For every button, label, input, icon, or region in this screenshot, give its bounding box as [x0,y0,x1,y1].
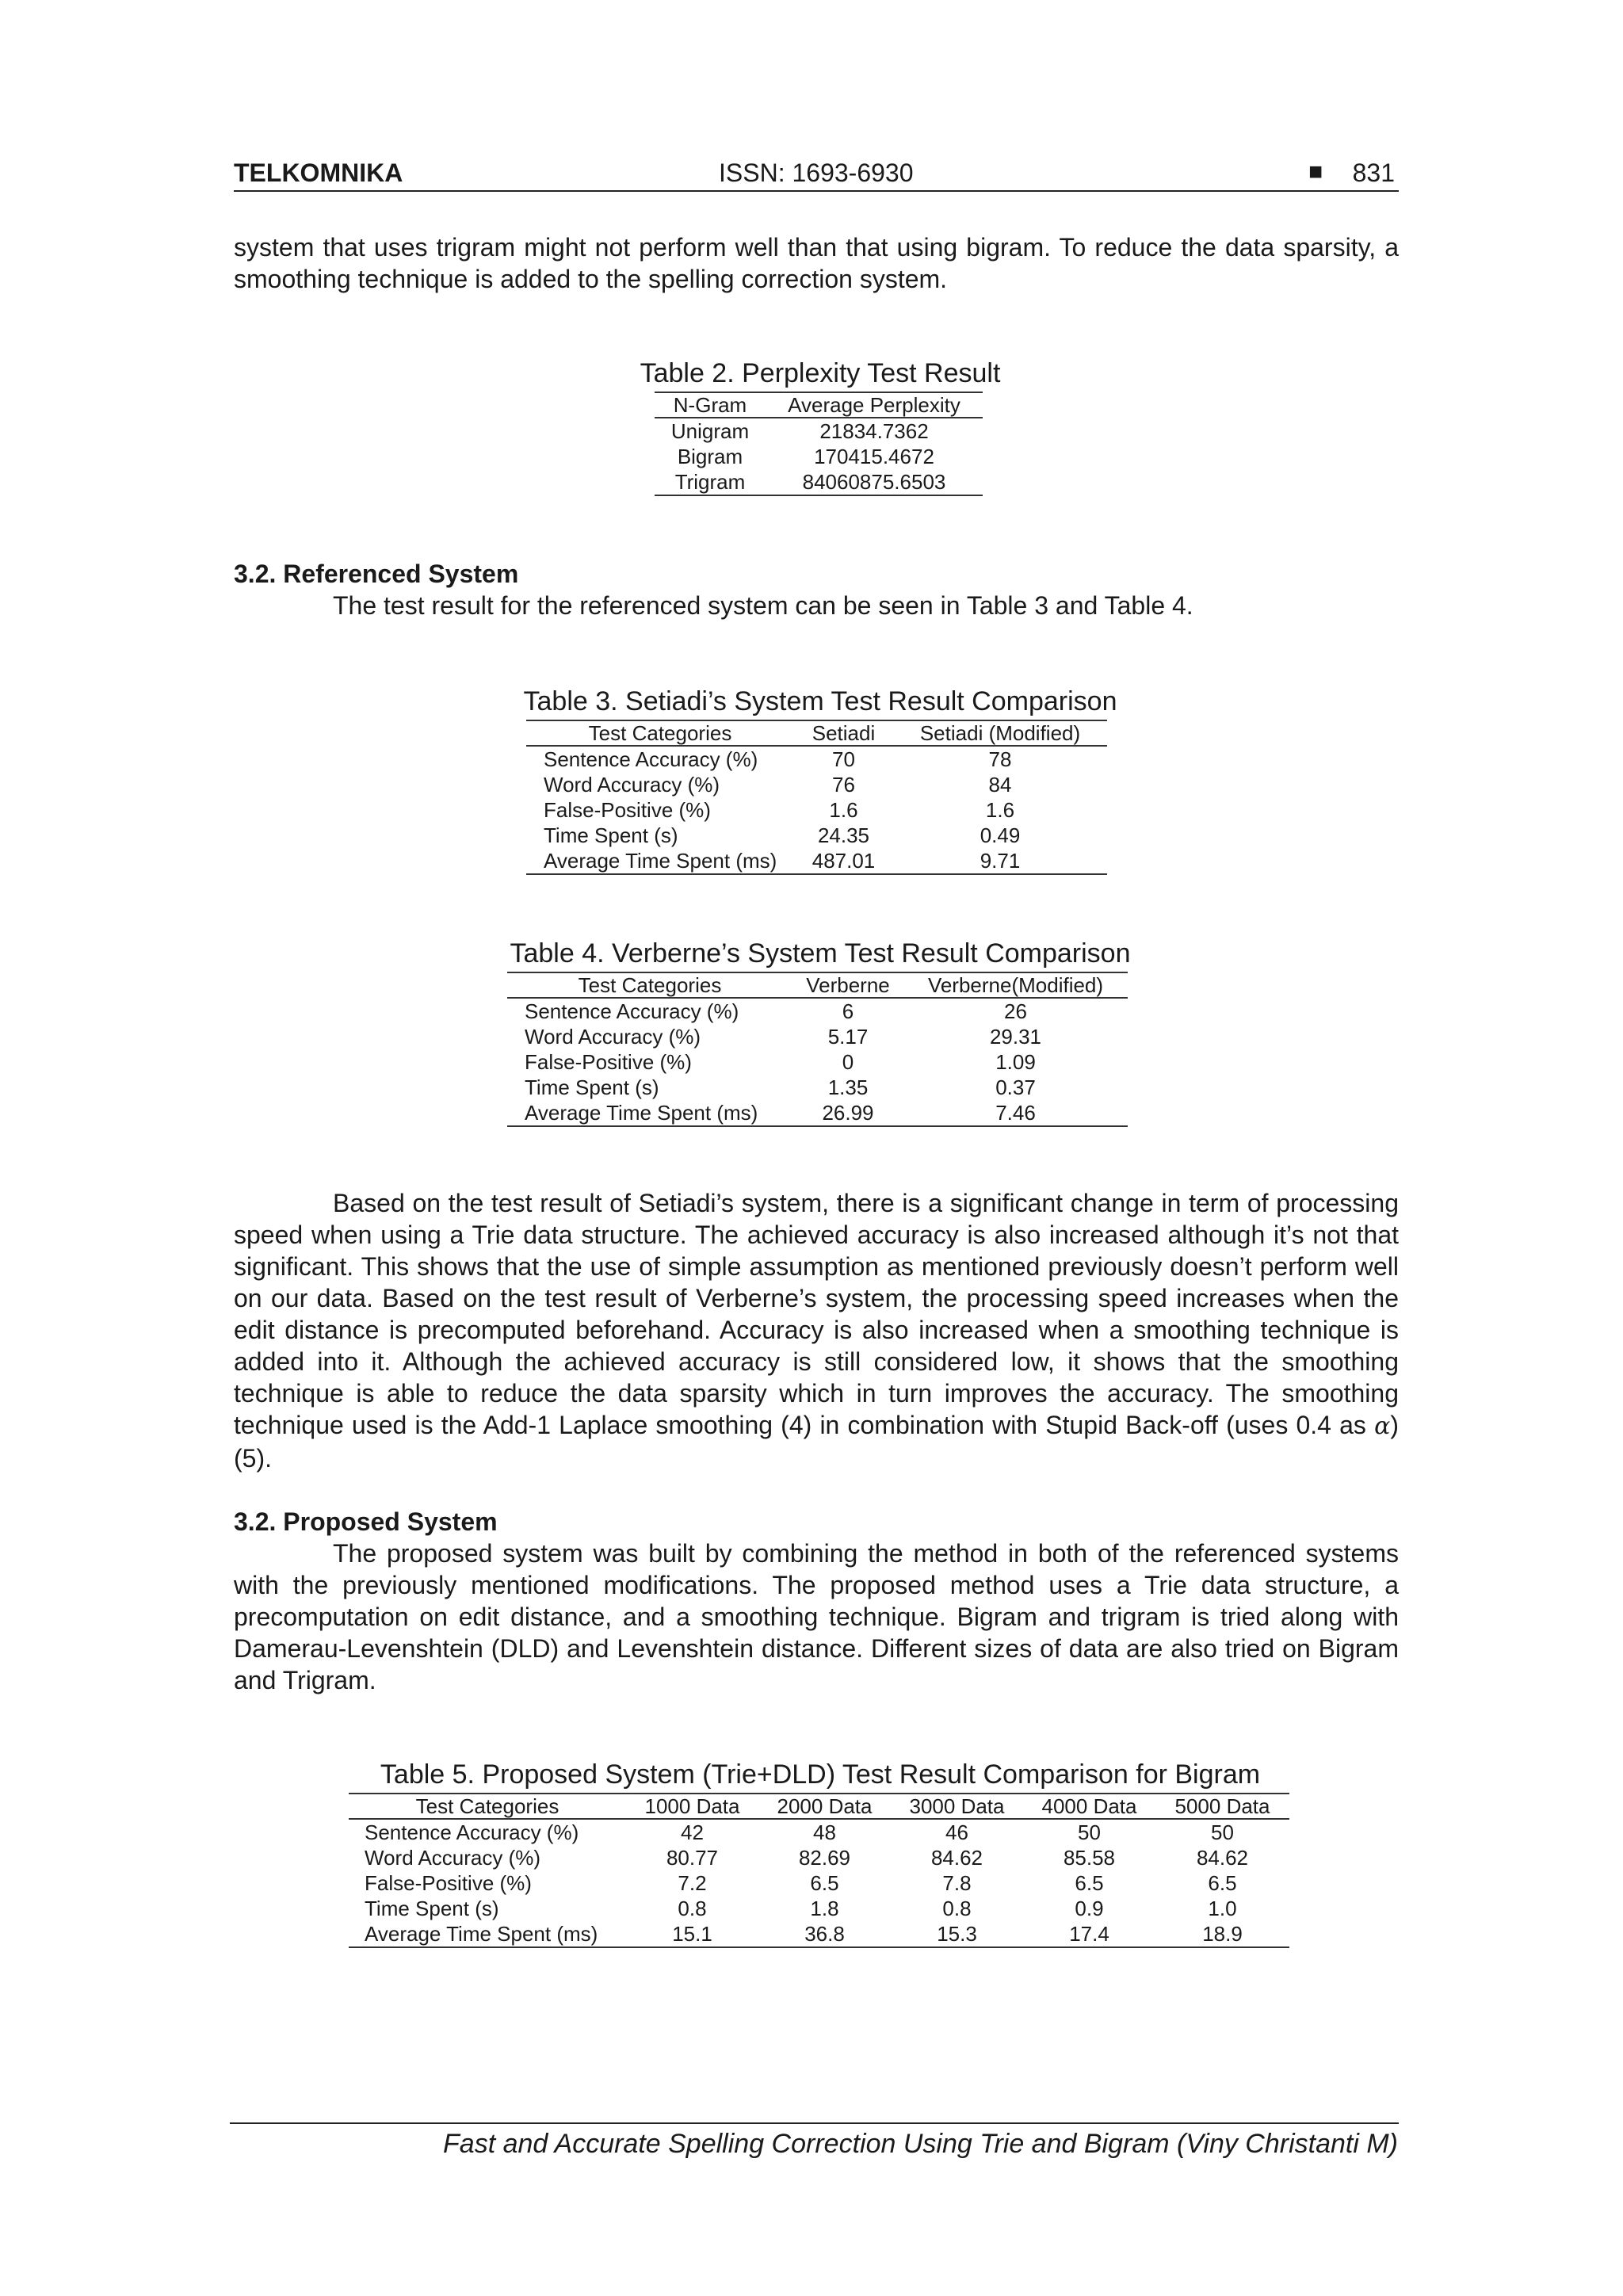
table-cell: Word Accuracy (%) [544,773,720,797]
table-cell: 15.3 [891,1921,1023,1947]
table2-caption: Table 2. Perplexity Test Result [640,358,1001,388]
table-header-row [526,720,1107,746]
table-cell: False-Positive (%) [544,798,711,822]
table-header-cell: Verberne [792,972,903,998]
table-cell: 7.46 [903,1100,1128,1126]
table-header-cell: Verberne(Modified) [903,972,1128,998]
table-cell: 170415.4672 [814,445,934,468]
table5-caption: Table 5. Proposed System (Trie+DLD) Test Result Comparison for Bigram [380,1759,1261,1790]
table-row [526,746,1107,772]
table-header-cell: Setiadi (Modified) [893,720,1107,746]
table-cell: 70 [832,747,855,771]
table-cell: Average Time Spent (ms) [349,1921,626,1947]
table-cell: 6.5 [1075,1871,1104,1895]
table3-caption: Table 3. Setiadi’s System Test Result Comparison [523,686,1117,716]
table-row [349,1845,1289,1870]
table-cell: 1.09 [995,1050,1036,1074]
table-cell: 84.62 [930,1846,983,1870]
issn: ISSN: 1693-6930 [719,159,914,187]
table-cell: 18.9 [1155,1921,1289,1947]
table-header-cell: Test Categories [349,1794,626,1819]
table-row [526,823,1107,848]
table-cell: 487.01 [794,848,893,874]
table-cell: Time Spent (s) [365,1897,499,1920]
table-cell: 0.8 [678,1897,707,1920]
journal-name: TELKOMNIKA [234,159,403,187]
table-cell: Trigram [655,469,766,495]
table-cell: 1.6 [985,798,1015,822]
table-row [655,418,983,444]
table-header-cell: 1000 Data [626,1794,758,1819]
table-cell: Sentence Accuracy (%) [365,1820,579,1844]
table-row [507,998,1128,1024]
table-cell: 0.49 [980,823,1021,847]
table-cell: 6.5 [810,1871,839,1895]
table-cell: 1.35 [827,1075,869,1099]
table-cell: 84.62 [1196,1846,1249,1870]
table-header-cell: Test Categories [507,972,792,998]
running-footer: Fast and Accurate Spelling Correction Using Trie and Bigram (Viny Christanti M) [443,2129,1398,2159]
table-cell: Average Time Spent (ms) [526,848,794,874]
intro-paragraph: system that uses trigram might not perform well than that using bigram. To reduce the data sparsity, a smoothing technique is added to the spelling correction system. [234,233,1399,293]
table-cell: Sentence Accuracy (%) [525,999,739,1023]
page-number: 831 [1352,159,1395,187]
table-cell: Word Accuracy (%) [365,1846,541,1870]
table4 [507,972,1128,1127]
table-cell: 76 [832,773,855,797]
table-cell: 6.5 [1208,1871,1237,1895]
table-cell: 17.4 [1023,1921,1155,1947]
table-cell: 78 [988,747,1012,771]
table-cell: Unigram [670,419,750,443]
table-cell: 48 [813,1820,836,1844]
table-row [349,1819,1289,1845]
table-row [349,1870,1289,1896]
table-header-cell: N-Gram [655,392,766,418]
table-cell: Bigram [677,445,743,468]
table-cell: 50 [1211,1820,1234,1844]
alpha-symbol: α [1374,1412,1391,1440]
table-row [526,797,1107,823]
table-cell: 0.37 [995,1075,1036,1099]
table-cell: 0 [842,1050,854,1074]
table-cell: Sentence Accuracy (%) [544,747,758,771]
square-bullet-icon: ■ [1308,159,1323,185]
discussion-text: Based on the test result of Setiadi’s system, there is a significant change in term of processing speed when using a Trie data structure. The achieved accuracy is also increased although it’s not that significant. This shows that the use of simple assumption as mentioned previously doesn’t perform well on our data. Based on the test result of Verberne’s system, the processing speed increases when the edit distance is precomputed beforehand. Accuracy is also increased when a smoothing technique is added into it. Although the achieved accuracy is still considered low, it shows that the smoothing technique is able to reduce the data sparsity which in turn improves the accuracy. The smoothing technique used is the Add-1 Laplace smoothing (4) in combination with Stupid Back-off (uses 0.4 as [234,1189,1399,1439]
running-header [234,155,1399,192]
table-header-cell: Test Categories [526,720,794,746]
table-cell: 7.8 [942,1871,972,1895]
table-cell: 85.58 [1063,1846,1116,1870]
table-header-row [655,392,983,418]
table-header-cell: 4000 Data [1023,1794,1155,1819]
proposed-paragraph [234,1538,1399,1696]
section-heading-proposed: 3.2. Proposed System [234,1507,498,1536]
table-row [349,1921,1289,1947]
table-cell: 46 [945,1820,968,1844]
table-cell: 50 [1078,1820,1101,1844]
table-cell: 1.6 [829,798,858,822]
footer-divider [230,2122,1399,2124]
table-cell: Average Time Spent (ms) [507,1100,792,1126]
table-cell: 26 [1004,999,1027,1023]
table-cell: False-Positive (%) [365,1871,532,1895]
table-cell: 42 [681,1820,704,1844]
table-header-cell: Average Perplexity [766,392,983,418]
table-row [655,469,983,495]
table-cell: 84 [988,773,1012,797]
table-row [507,1049,1128,1075]
table-cell: 36.8 [758,1921,891,1947]
table-header-cell: 2000 Data [758,1794,891,1819]
discussion-text-end: ) (5). [234,1411,1399,1473]
table-cell: 9.71 [893,848,1107,874]
section-referenced-text: The test result for the referenced system can be seen in Table 3 and Table 4. [333,591,1193,620]
table-row [655,444,983,469]
table-cell: 21834.7362 [819,419,929,443]
table-cell: Word Accuracy (%) [525,1025,701,1049]
table-header-cell: 5000 Data [1155,1794,1289,1819]
table-cell: 80.77 [666,1846,719,1870]
table-cell: Time Spent (s) [544,823,678,847]
table-header-cell: Setiadi [794,720,893,746]
table-row [507,1075,1128,1100]
table-cell: 84060875.6503 [766,469,983,495]
discussion-paragraph [234,1187,1399,1474]
table-cell: 24.35 [817,823,870,847]
table-row [507,1024,1128,1049]
table-cell: 26.99 [792,1100,903,1126]
proposed-text: The proposed system was built by combining the method in both of the referenced systems with the previously mentioned modifications. The proposed method uses a Trie data structure, a precomputation on edit distance, and a smoothing technique. Bigram and trigram is tried along with Damerau-Levenshtein (DLD) and Levenshtein distance. Different sizes of data are also tried on Bigram and Trigram. [234,1539,1399,1694]
table-cell: 0.8 [942,1897,972,1920]
table3 [526,720,1107,875]
table-cell: False-Positive (%) [525,1050,692,1074]
table-header-row [349,1794,1289,1819]
table2 [655,392,983,496]
table-cell: 82.69 [798,1846,851,1870]
table-row [349,1896,1289,1921]
table-cell: 0.9 [1075,1897,1104,1920]
table-header-cell: 3000 Data [891,1794,1023,1819]
table-row [507,1100,1128,1126]
table5 [349,1793,1289,1948]
table-cell: 6 [842,999,854,1023]
table-row [526,848,1107,874]
table-cell: 7.2 [678,1871,707,1895]
table-cell: 29.31 [989,1025,1042,1049]
table-cell: Time Spent (s) [525,1075,659,1099]
table-cell: 1.8 [810,1897,839,1920]
table-header-row [507,972,1128,998]
table-row [526,772,1107,797]
table-cell: 5.17 [827,1025,869,1049]
section-heading-referenced: 3.2. Referenced System [234,560,519,588]
table-cell: 15.1 [626,1921,758,1947]
table4-caption: Table 4. Verberne’s System Test Result Comparison [510,938,1131,968]
table-cell: 1.0 [1208,1897,1237,1920]
